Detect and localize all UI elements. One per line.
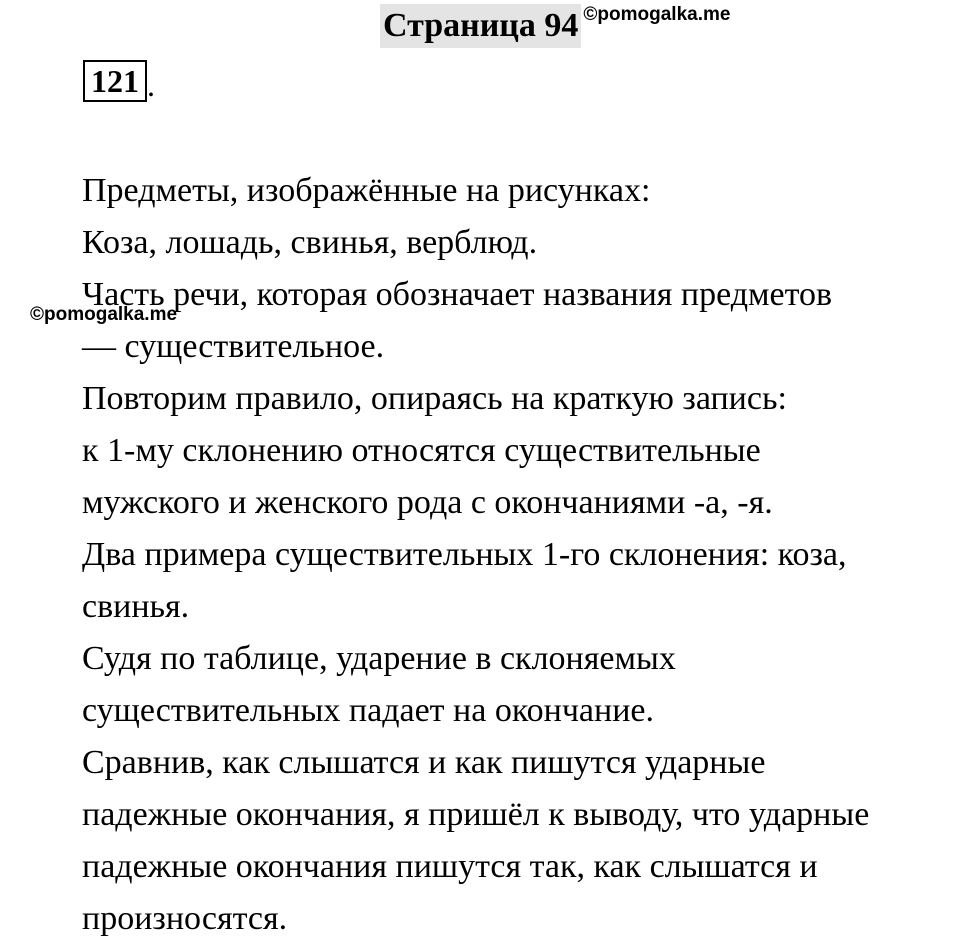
text-line: Судя по таблице, ударение в склоняемых xyxy=(82,640,676,677)
task-number-dot: . xyxy=(147,67,155,103)
text-line: Сравнив, как слышатся и как пишутся ударные xyxy=(82,744,766,781)
text-line: Повторим правило, опираясь на краткую запись: xyxy=(82,380,787,417)
text-line: Предметы, изображённые на рисунках: xyxy=(82,172,651,209)
paragraph-stress xyxy=(4,633,956,737)
text-line: — существительное. xyxy=(82,328,385,365)
paragraph-examples xyxy=(4,529,956,633)
paragraph-conclusion xyxy=(4,737,956,945)
paragraph-rule xyxy=(4,425,956,529)
text-line: Часть речи, которая обозначает названия предметов xyxy=(82,276,833,313)
page-title: Страница 94 xyxy=(380,4,581,48)
text-line: к 1-му склонению относятся существительные xyxy=(82,432,761,469)
text-line: мужского и женского рода с окончаниями -а, -я. xyxy=(82,484,773,521)
text-line: произносятся. xyxy=(82,900,288,937)
page-header xyxy=(380,4,730,48)
text-line: Коза, лошадь, свинья, верблюд. xyxy=(82,224,538,261)
text-line: Два примера существительных 1-го склонения: коза, xyxy=(82,536,847,573)
watermark-mid: ©pomogalka.me xyxy=(30,304,178,325)
text-line: падежные окончания пишутся так, как слышатся и xyxy=(82,848,818,885)
paragraph-animals xyxy=(4,217,956,269)
answer-text xyxy=(4,165,956,945)
text-line: свинья. xyxy=(82,588,190,625)
paragraph-objects xyxy=(4,165,956,217)
task-number-block xyxy=(83,60,155,102)
paragraph-rule-intro xyxy=(4,373,956,425)
text-line: падежные окончания, я пришёл к выводу, что ударные xyxy=(82,796,870,833)
task-number: 121 xyxy=(83,60,147,102)
watermark-top: ©pomogalka.me xyxy=(583,4,731,25)
text-line: существительных падает на окончание. xyxy=(82,692,654,729)
